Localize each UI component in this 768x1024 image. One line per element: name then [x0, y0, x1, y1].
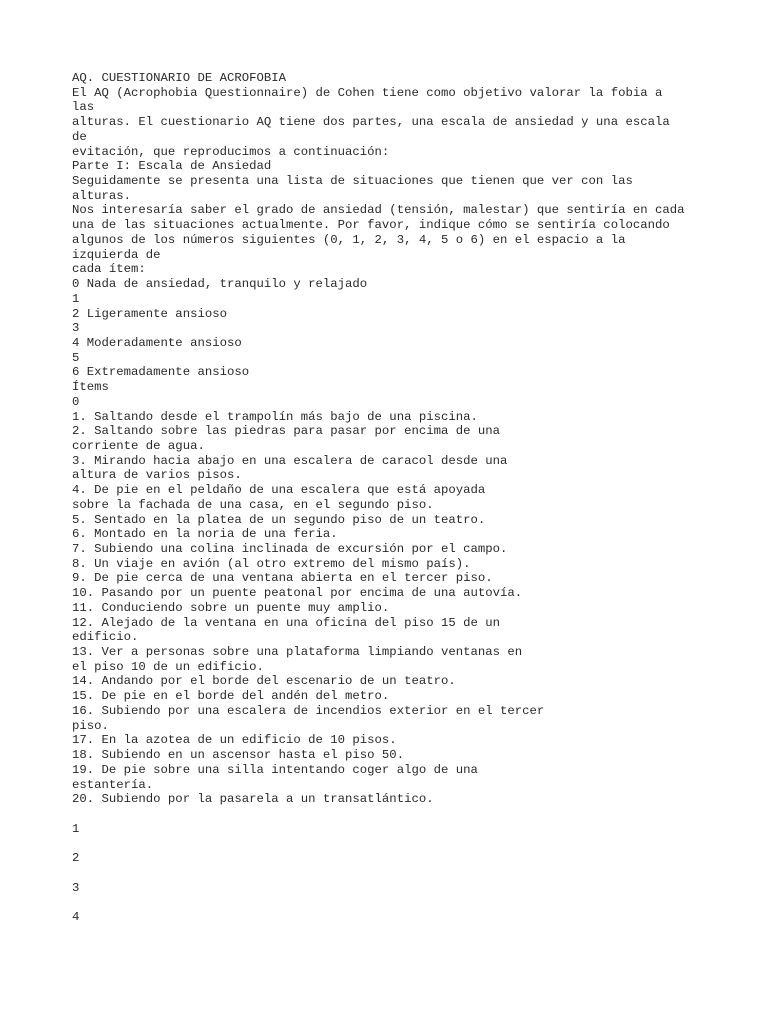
text-line: 1 [72, 291, 80, 306]
text-line: 1. Saltando desde el trampolín más bajo de una piscina. [72, 409, 478, 424]
blank-line [72, 895, 732, 910]
text-line: Nos interesaría saber el grado de ansiedad (tensión, malestar) que sentiría en cada [72, 203, 685, 218]
text-line: 8. Un viaje en avión (al otro extremo del mismo país). [72, 556, 471, 571]
text-line: Seguidamente se presenta una lista de situaciones que tienen que ver con las [72, 174, 633, 189]
blank-line [72, 807, 732, 822]
text-line: 4 Moderadamente ansioso [72, 335, 242, 350]
text-line: 2. Saltando sobre las piedras para pasar por encima de una [72, 424, 501, 439]
text-line: 13. Ver a personas sobre una plataforma limpiando ventanas en [72, 645, 523, 660]
document-page [72, 71, 732, 925]
text-line: 5 [72, 350, 80, 365]
text-line: edificio. [72, 630, 139, 645]
answer-number: 4 [72, 909, 80, 924]
text-line: piso. [72, 718, 109, 733]
text-line: alturas. [72, 188, 132, 203]
text-line: 3 [72, 321, 80, 336]
text-line: sobre la fachada de una casa, en el segundo piso. [72, 497, 434, 512]
text-line: 6 Extremadamente ansioso [72, 365, 250, 380]
text-line: 9. De pie cerca de una ventana abierta en el tercer piso. [72, 571, 493, 586]
text-line: 18. Subiendo en un ascensor hasta el piso 50. [72, 748, 405, 763]
text-line: 20. Subiendo por la pasarela a un transatlántico. [72, 792, 434, 807]
text-line: izquierda de [72, 247, 161, 262]
text-line: las [72, 100, 95, 115]
text-line: 7. Subiendo una colina inclinada de excursión por el campo. [72, 542, 508, 556]
text-line: de [72, 129, 87, 144]
text-line: cada ítem: [72, 262, 146, 277]
answer-number: 3 [72, 880, 80, 895]
text-line: El AQ (Acrophobia Questionnaire) de Cohen tiene como objetivo valorar la fobia a [72, 85, 663, 100]
text-line: Parte I: Escala de Ansiedad [72, 159, 272, 174]
text-line: altura de varios pisos. [72, 468, 242, 483]
text-line: 11. Conduciendo sobre un puente muy amplio. [72, 600, 390, 615]
blank-line [72, 866, 732, 881]
text-line: 6. Montado en la noria de una feria. [72, 527, 338, 542]
text-line: Ítems [72, 380, 109, 395]
text-line: 0 [72, 394, 80, 409]
text-line: 0 Nada de ansiedad, tranquilo y relajado [72, 277, 368, 292]
text-line: 2 Ligeramente ansioso [72, 306, 227, 321]
text-line: corriente de agua. [72, 438, 205, 453]
text-line: alturas. El cuestionario AQ tiene dos partes, una escala de ansiedad y una escala [72, 115, 670, 130]
text-line: 17. En la azotea de un edificio de 10 pisos. [72, 733, 397, 748]
text-line: 4. De pie en el peldaño de una escalera que está apoyada [72, 483, 486, 498]
document-text [72, 71, 732, 807]
text-line: 12. Alejado de la ventana en una oficina del piso 15 de un [72, 615, 501, 630]
text-line: 15. De pie en el borde del andén del metro. [72, 689, 390, 704]
text-line: una de las situaciones actualmente. Por favor, indique cómo se sentiría colocando [72, 218, 670, 233]
text-line: AQ. CUESTIONARIO DE ACROFOBIA [72, 71, 287, 85]
text-line: estantería. [72, 777, 154, 792]
text-line: 10. Pasando por un puente peatonal por encima de una autovía. [72, 586, 523, 601]
text-line: el piso 10 de un edificio. [72, 659, 264, 674]
text-line: 5. Sentado en la platea de un segundo piso de un teatro. [72, 512, 486, 527]
answer-number: 2 [72, 851, 80, 866]
text-line: algunos de los números siguientes (0, 1, 2, 3, 4, 5 o 6) en el espacio a la [72, 232, 626, 247]
text-line: 3. Mirando hacia abajo en una escalera de caracol desde una [72, 453, 508, 468]
answer-numbers [72, 807, 732, 925]
blank-line [72, 836, 732, 851]
answer-number: 1 [72, 821, 80, 836]
text-line: 16. Subiendo por una escalera de incendios exterior en el tercer [72, 703, 545, 718]
text-line: 19. De pie sobre una silla intentando coger algo de una [72, 762, 478, 777]
text-line: 14. Andando por el borde del escenario de un teatro. [72, 674, 456, 689]
text-line: evitación, que reproducimos a continuación: [72, 144, 390, 159]
